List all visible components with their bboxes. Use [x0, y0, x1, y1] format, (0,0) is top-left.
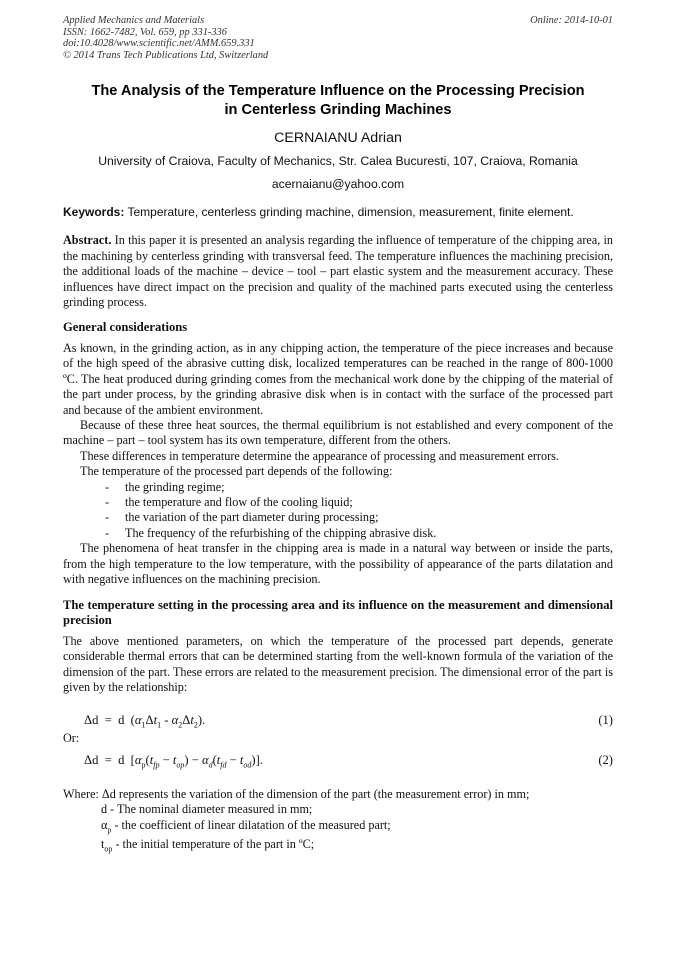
keywords-text: Temperature, centerless grinding machine, dimension, measurement, finite element.: [127, 205, 574, 220]
online-date: Online: 2014-10-01: [530, 15, 613, 26]
section-heading-general: General considerations: [63, 320, 188, 335]
list-item: - the variation of the part diameter during processing;: [105, 510, 379, 525]
abstract-label: Abstract.: [63, 233, 112, 248]
list-item: - the temperature and flow of the cooling liquid;: [105, 495, 353, 510]
keywords-label: Keywords:: [63, 205, 125, 220]
affiliation: University of Craiova, Faculty of Mechanics, Str. Calea Bucuresti, 107, Craiova, Romania: [98, 154, 578, 169]
list-item: - the grinding regime;: [105, 479, 225, 494]
keywords: [63, 205, 613, 220]
definition-line: $\alpha_p$ - the coefficient of linear dilatation of the measured part;: [101, 817, 391, 834]
paper-page: [63, 15, 613, 857]
factor-list: [63, 480, 613, 542]
variable-definitions: [63, 787, 613, 858]
definition-line: d - The nominal diameter measured in mm;: [101, 802, 313, 817]
paragraph: The phenomena of heat transfer in the chipping area is made in a natural way between or inside the parts, from the high temperature to the low temperature, with the possibility of appearance of the parts dilatation and with negative influences on the machining precision.: [63, 541, 613, 587]
equation-2-number: (2): [598, 752, 613, 767]
equation-2: [63, 749, 613, 771]
paper-title: [63, 82, 613, 120]
paragraph: The temperature of the processed part depends of the following:: [80, 464, 393, 479]
paragraph: As known, in the grinding action, as in any chipping action, the temperature of the piece increases and because of the high speed of the abrasive cutting disk, localized temperatures can be reached in the range of 800-1000 ºC. The heat produced during grinding comes from the mechanical work done by the chipping of the material of the part under process, by the grinding abrasive disk when is in contact with the surface of the processed part and because of the ambient environment.: [63, 341, 613, 417]
author-email: acernaianu@yahoo.com: [271, 177, 405, 192]
equation-1-body: Δd = d $(\alpha_1\Delta t_1 - \alpha_2\Delta t_2)$.: [84, 713, 206, 730]
title-line-2: in Centerless Grinding Machines: [224, 102, 452, 119]
paragraph: Because of these three heat sources, the thermal equilibrium is not established and every component of the machine – part – tool system has its own temperature, different from the others.: [63, 418, 613, 448]
equation-2-body: Δd = d $[\alpha_p(t_{fp} - t_{op}) - \alpha_d(t_{fd} - t_{od})]$.: [84, 752, 263, 770]
author-name: CERNAIANU Adrian: [274, 130, 402, 147]
abstract: [63, 233, 613, 310]
section-heading-temperature: The temperature setting in the processing area and its influence on the measurement and dimensional precision: [63, 597, 613, 628]
journal-header: [63, 15, 613, 61]
list-item: - The frequency of the refurbishing of the chipping abrasive disk.: [105, 525, 437, 540]
title-line-1: The Analysis of the Temperature Influence on the Processing Precision: [91, 83, 585, 100]
equation-1: [63, 709, 613, 731]
definition-line: $t_{op}$ - the initial temperature of the part in ºC;: [101, 837, 315, 854]
copyright-line: © 2014 Trans Tech Publications Ltd, Switzerland: [63, 49, 269, 61]
journal-name: Applied Mechanics and Materials: [63, 15, 205, 26]
doi-line: doi:10.4028/www.scientific.net/AMM.659.331: [63, 38, 255, 50]
paragraph: The above mentioned parameters, on which the temperature of the processed part depends, generate considerable thermal errors that can be determined starting from the well-known formula of the variation of the dimension of the part. These errors are related to the measurement precision. The dimensional error of the part is given by the relationship:: [63, 633, 613, 694]
abstract-text: In this paper it is presented an analysis regarding the influence of temperature of the chipping area, in the machining by centerless grinding with transversal feed. The temperature influences the machining precision, the additional loads of the machine – device – tool – part elastic system and the measurement accuracy. These influences have direct impact on the precision and quality of the machined parts executed using the centerless grinding process.: [63, 233, 613, 309]
paragraph: These differences in temperature determine the appearance of processing and measurement errors.: [80, 448, 559, 463]
definition-line: Where: Δd represents the variation of the dimension of the part (the measurement error) in mm;: [63, 786, 530, 801]
equation-1-number: (1): [598, 713, 613, 728]
issn-line: ISSN: 1662-7482, Vol. 659, pp 331-336: [63, 26, 227, 38]
or-label: Or:: [63, 731, 80, 746]
